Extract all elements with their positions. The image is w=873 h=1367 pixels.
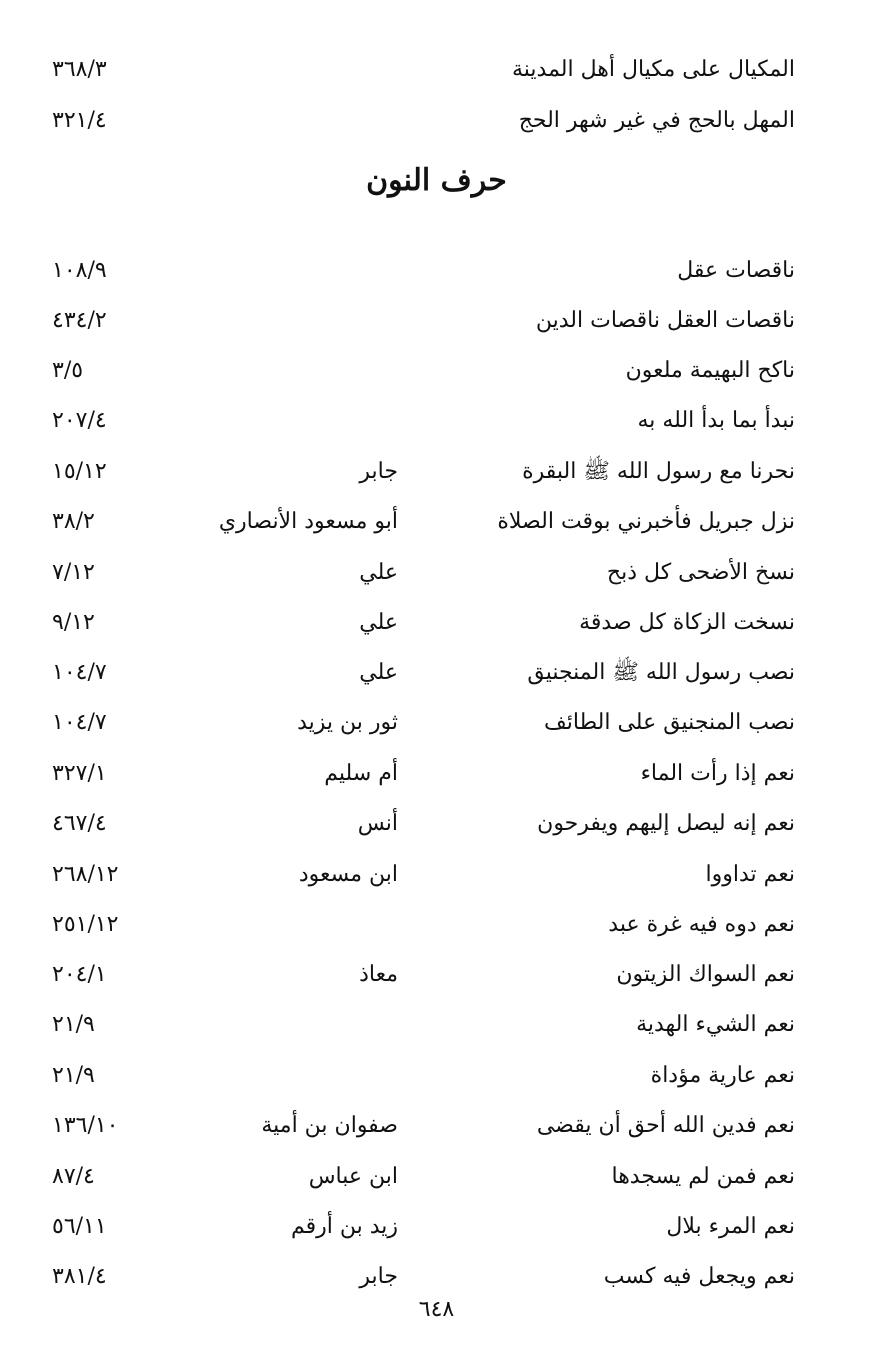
entry-text: نعم إذا رأت الماء	[640, 761, 795, 786]
entry-narrator: ابن مسعود	[298, 862, 398, 887]
entry-reference: ٣٢١/٤	[52, 108, 107, 133]
entry-reference: ١٠٤/٧	[52, 660, 107, 685]
entry-text: نبدأ بما بدأ الله به	[637, 408, 795, 433]
entry-narrator: جابر	[359, 459, 398, 484]
entry-reference: ٢٠٧/٤	[52, 408, 107, 433]
index-entry	[0, 653, 873, 693]
entry-narrator: زيد بن أرقم	[290, 1214, 398, 1239]
entry-reference: ١٠٨/٩	[52, 258, 107, 283]
entry-reference: ١٠٤/٧	[52, 710, 107, 735]
index-entry	[0, 553, 873, 593]
index-entry	[0, 905, 873, 945]
index-entry	[0, 855, 873, 895]
entry-narrator: جابر	[359, 1264, 398, 1289]
entry-text: نعم الشيء الهدية	[636, 1012, 795, 1037]
index-entry	[0, 754, 873, 794]
index-entry	[0, 703, 873, 743]
entry-narrator: علي	[359, 560, 398, 585]
entry-reference: ١٥/١٢	[52, 459, 107, 484]
entry-text: نعم المرء بلال	[666, 1214, 795, 1239]
entry-reference: ٣٨/٢	[52, 509, 95, 534]
index-entry	[0, 351, 873, 391]
entry-text: نعم دوه فيه غرة عبد	[608, 912, 795, 937]
entry-reference: ٩/١٢	[52, 610, 95, 635]
entry-narrator: صفوان بن أمية	[261, 1113, 398, 1138]
entry-text: نعم فمن لم يسجدها	[611, 1164, 795, 1189]
entry-reference: ٣٢٧/١	[52, 761, 107, 786]
entry-reference: ١٣٦/١٠	[52, 1113, 119, 1138]
index-entry	[0, 1056, 873, 1096]
entry-reference: ٢١/٩	[52, 1012, 95, 1037]
entry-reference: ٨٧/٤	[52, 1164, 95, 1189]
entry-text: ناقصات العقل ناقصات الدين	[535, 308, 795, 333]
entry-text: نعم ويجعل فيه كسب	[603, 1264, 795, 1289]
entry-narrator: علي	[359, 610, 398, 635]
page-number: ٦٤٨	[418, 1297, 455, 1322]
entry-text: نسخت الزكاة كل صدقة	[579, 610, 795, 635]
entry-reference: ٣٨١/٤	[52, 1264, 107, 1289]
index-entry	[0, 955, 873, 995]
entry-reference: ٤٦٧/٤	[52, 811, 107, 836]
entry-narrator: أنس	[357, 811, 398, 836]
entry-reference: ٥٦/١١	[52, 1214, 107, 1239]
entry-text: نسخ الأضحى كل ذبح	[606, 560, 795, 585]
index-entry	[0, 301, 873, 341]
index-entry	[0, 101, 873, 141]
index-entry	[0, 804, 873, 844]
index-entry	[0, 251, 873, 291]
index-entry	[0, 1207, 873, 1247]
index-entry	[0, 50, 873, 90]
entry-reference: ٧/١٢	[52, 560, 95, 585]
entry-text: نعم عارية مؤداة	[650, 1063, 795, 1088]
entry-text: ناقصات عقل	[677, 258, 795, 283]
entry-reference: ٢١/٩	[52, 1063, 95, 1088]
entry-narrator: ابن عباس	[308, 1164, 398, 1189]
index-entry	[0, 603, 873, 643]
entry-text: نزل جبريل فأخبرني بوقت الصلاة	[497, 509, 795, 534]
entry-text: نحرنا مع رسول الله ﷺ البقرة	[522, 459, 795, 484]
entry-text: المهل بالحج في غير شهر الحج	[518, 108, 795, 133]
entry-text: نعم تداووا	[705, 862, 795, 887]
entry-reference: ٢٦٨/١٢	[52, 862, 119, 887]
index-entry	[0, 1005, 873, 1045]
entry-text: نصب رسول الله ﷺ المنجنيق	[527, 660, 795, 685]
section-heading: حرف النون	[366, 163, 507, 198]
entry-reference: ٢٠٤/١	[52, 962, 107, 987]
entry-text: نعم فدين الله أحق أن يقضى	[536, 1113, 795, 1138]
entry-narrator: معاذ	[359, 962, 398, 987]
entry-narrator: أبو مسعود الأنصاري	[218, 509, 398, 534]
entry-reference: ٤٣٤/٢	[52, 308, 107, 333]
index-entry	[0, 452, 873, 492]
index-entry	[0, 401, 873, 441]
entry-text: نعم السواك الزيتون	[616, 962, 795, 987]
entry-text: نصب المنجنيق على الطائف	[544, 710, 795, 735]
entry-narrator: علي	[359, 660, 398, 685]
entry-reference: ٢٥١/١٢	[52, 912, 119, 937]
entry-reference: ٣٦٨/٣	[52, 57, 107, 82]
entry-narrator: أم سليم	[324, 761, 398, 786]
index-entry	[0, 502, 873, 542]
entry-text: المكيال على مكيال أهل المدينة	[511, 57, 795, 82]
entry-narrator: ثور بن يزيد	[297, 710, 398, 735]
index-entry	[0, 1106, 873, 1146]
entry-text: ناكح البهيمة ملعون	[625, 358, 795, 383]
entry-reference: ٣/٥	[52, 358, 84, 383]
entry-text: نعم إنه ليصل إليهم ويفرحون	[537, 811, 795, 836]
index-entry	[0, 1257, 873, 1297]
index-entry	[0, 1157, 873, 1197]
